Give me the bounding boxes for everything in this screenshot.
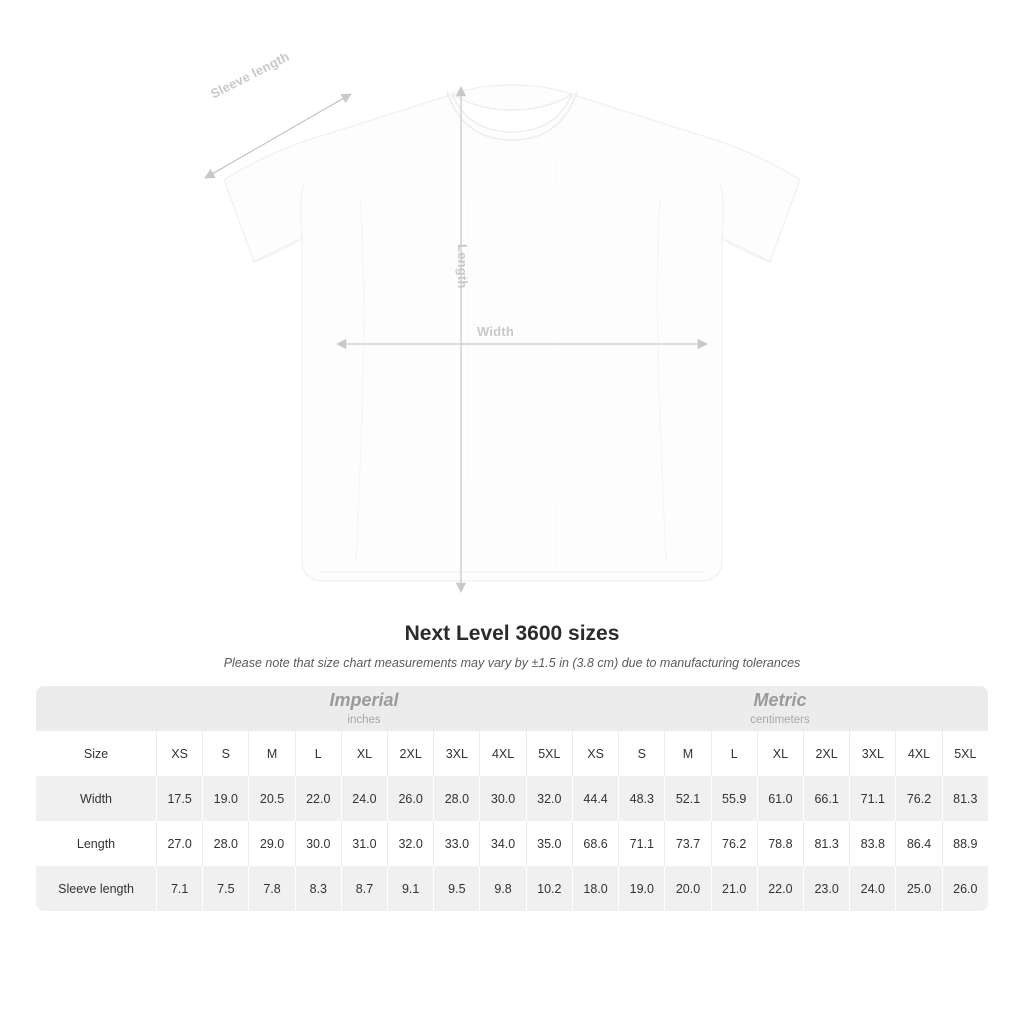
system-unit-metric: centimeters bbox=[750, 713, 810, 726]
size-header-cell: 5XL bbox=[942, 731, 988, 776]
table-cell: 32.0 bbox=[526, 776, 572, 821]
table-cell: 24.0 bbox=[341, 776, 387, 821]
table-cell: 26.0 bbox=[942, 866, 988, 911]
table-cell: 88.9 bbox=[942, 821, 988, 866]
size-header-cell: M bbox=[248, 731, 294, 776]
table-cell: 32.0 bbox=[387, 821, 433, 866]
width-dimension-label: Width bbox=[477, 324, 514, 339]
size-header-cell: 3XL bbox=[849, 731, 895, 776]
table-cell: 9.1 bbox=[387, 866, 433, 911]
size-header-row bbox=[36, 731, 988, 776]
size-header-cell: 5XL bbox=[526, 731, 572, 776]
table-cell: 27.0 bbox=[156, 821, 202, 866]
table-cell: 66.1 bbox=[803, 776, 849, 821]
table-row bbox=[36, 866, 988, 911]
size-header-cell: 2XL bbox=[803, 731, 849, 776]
table-cell: 18.0 bbox=[572, 866, 618, 911]
length-dimension-label: Length bbox=[455, 244, 470, 289]
size-chart-table-wrapper bbox=[0, 686, 1024, 911]
table-cell: 83.8 bbox=[849, 821, 895, 866]
table-cell: 7.1 bbox=[156, 866, 202, 911]
size-header-label: Size bbox=[36, 731, 156, 776]
table-cell: 9.5 bbox=[433, 866, 479, 911]
table-cell: 61.0 bbox=[757, 776, 803, 821]
system-unit-imperial: inches bbox=[347, 713, 381, 726]
system-name-imperial: Imperial bbox=[329, 690, 399, 711]
table-cell: 31.0 bbox=[341, 821, 387, 866]
table-cell: 33.0 bbox=[433, 821, 479, 866]
sleeve-length-dimension-label: Sleeve length bbox=[208, 48, 292, 102]
size-header-cell: L bbox=[711, 731, 757, 776]
table-cell: 7.8 bbox=[248, 866, 294, 911]
table-cell: 19.0 bbox=[618, 866, 664, 911]
table-row bbox=[36, 821, 988, 866]
page-title: Next Level 3600 sizes bbox=[404, 622, 620, 645]
table-cell: 26.0 bbox=[387, 776, 433, 821]
table-cell: 48.3 bbox=[618, 776, 664, 821]
size-header-cell: XS bbox=[156, 731, 202, 776]
size-header-cell: 4XL bbox=[479, 731, 525, 776]
size-header-cell: XS bbox=[572, 731, 618, 776]
row-label-width: Width bbox=[36, 776, 156, 821]
table-cell: 76.2 bbox=[895, 776, 941, 821]
table-cell: 22.0 bbox=[295, 776, 341, 821]
table-cell: 44.4 bbox=[572, 776, 618, 821]
page-subtitle: Please note that size chart measurements may vary by ±1.5 in (3.8 cm) due to manufacturing tolerances bbox=[223, 656, 801, 670]
table-cell: 28.0 bbox=[202, 821, 248, 866]
title-block bbox=[0, 622, 1024, 670]
size-header-cell: 3XL bbox=[433, 731, 479, 776]
table-cell: 52.1 bbox=[664, 776, 710, 821]
system-header-spacer bbox=[36, 686, 156, 731]
table-cell: 71.1 bbox=[849, 776, 895, 821]
table-cell: 73.7 bbox=[664, 821, 710, 866]
table-cell: 10.2 bbox=[526, 866, 572, 911]
table-cell: 30.0 bbox=[479, 776, 525, 821]
size-header-cell: XL bbox=[341, 731, 387, 776]
table-cell: 29.0 bbox=[248, 821, 294, 866]
table-cell: 30.0 bbox=[295, 821, 341, 866]
row-label-length: Length bbox=[36, 821, 156, 866]
table-cell: 8.3 bbox=[295, 866, 341, 911]
table-cell: 22.0 bbox=[757, 866, 803, 911]
size-header-cell: 2XL bbox=[387, 731, 433, 776]
size-chart-table bbox=[36, 686, 988, 911]
size-header-cell: XL bbox=[757, 731, 803, 776]
table-cell: 78.8 bbox=[757, 821, 803, 866]
table-cell: 28.0 bbox=[433, 776, 479, 821]
table-cell: 19.0 bbox=[202, 776, 248, 821]
table-cell: 24.0 bbox=[849, 866, 895, 911]
table-cell: 9.8 bbox=[479, 866, 525, 911]
table-cell: 35.0 bbox=[526, 821, 572, 866]
table-cell: 21.0 bbox=[711, 866, 757, 911]
table-cell: 20.0 bbox=[664, 866, 710, 911]
table-cell: 7.5 bbox=[202, 866, 248, 911]
table-cell: 55.9 bbox=[711, 776, 757, 821]
size-header-cell: L bbox=[295, 731, 341, 776]
table-cell: 25.0 bbox=[895, 866, 941, 911]
size-header-cell: S bbox=[202, 731, 248, 776]
size-header-cell: M bbox=[664, 731, 710, 776]
system-header-row bbox=[36, 686, 988, 731]
table-cell: 76.2 bbox=[711, 821, 757, 866]
table-cell: 23.0 bbox=[803, 866, 849, 911]
size-header-cell: 4XL bbox=[895, 731, 941, 776]
table-cell: 34.0 bbox=[479, 821, 525, 866]
table-cell: 68.6 bbox=[572, 821, 618, 866]
table-cell: 81.3 bbox=[942, 776, 988, 821]
system-name-metric: Metric bbox=[753, 690, 807, 711]
size-header-cell: S bbox=[618, 731, 664, 776]
row-label-sleeve-length: Sleeve length bbox=[36, 866, 156, 911]
table-cell: 8.7 bbox=[341, 866, 387, 911]
system-header-imperial bbox=[156, 686, 572, 731]
table-cell: 71.1 bbox=[618, 821, 664, 866]
table-cell: 86.4 bbox=[895, 821, 941, 866]
table-row bbox=[36, 776, 988, 821]
table-cell: 17.5 bbox=[156, 776, 202, 821]
table-cell: 81.3 bbox=[803, 821, 849, 866]
system-header-metric bbox=[572, 686, 988, 731]
table-cell: 20.5 bbox=[248, 776, 294, 821]
